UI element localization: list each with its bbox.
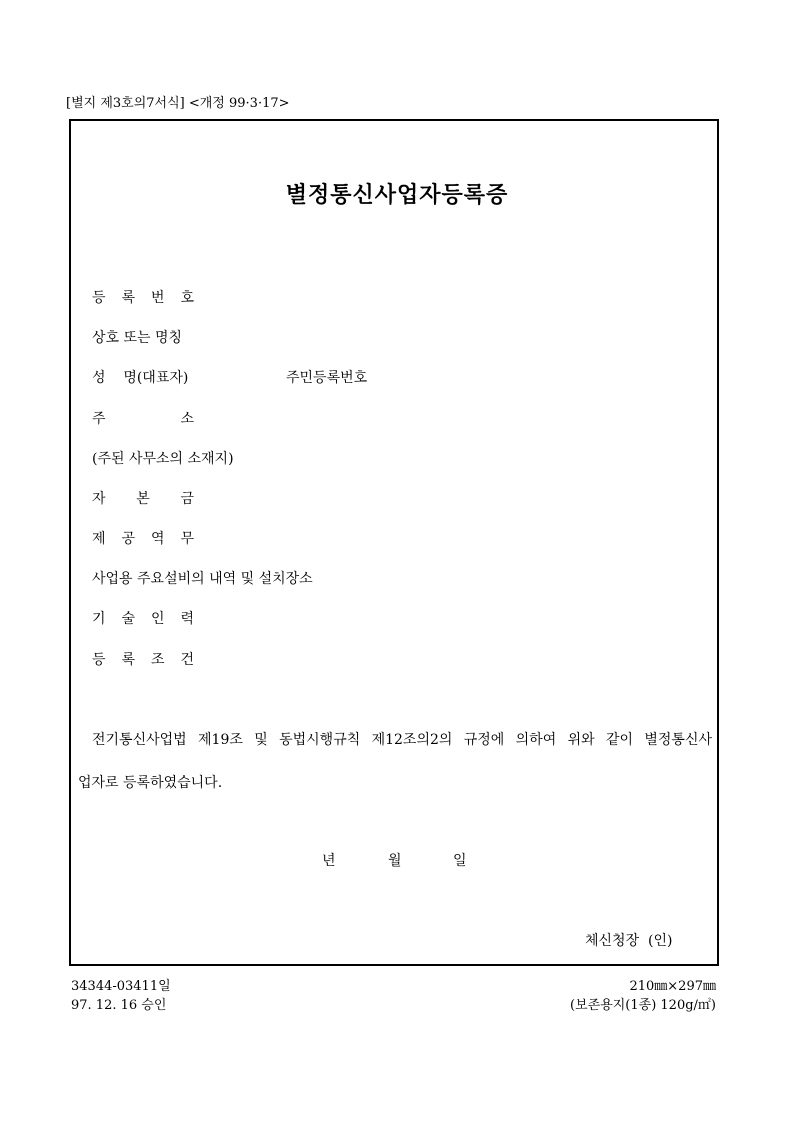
date-month: 월 [388, 853, 402, 869]
field-char: 건 [180, 652, 194, 668]
field-char: 공 [121, 531, 136, 547]
date-year: 년 [322, 853, 336, 869]
field-address [92, 408, 194, 428]
field-char: 무 [180, 531, 194, 547]
field-representative-name: 성 명(대표자) [92, 370, 189, 386]
footer-paper-size: 210㎜×297㎜ [629, 979, 716, 994]
field-char: 금 [180, 491, 194, 507]
field-char: 번 [150, 290, 165, 306]
field-char: 역 [150, 531, 165, 547]
statement-line-2: 업자로 등록하였습니다. [78, 775, 223, 791]
field-char: 등 [92, 652, 106, 668]
field-services [92, 528, 194, 548]
field-char: 주 [92, 411, 106, 427]
field-conditions [92, 649, 194, 669]
field-char: 록 [121, 652, 136, 668]
field-char: 호 [180, 290, 194, 306]
certificate-title: 별정통신사업자등록증 [285, 182, 509, 208]
footer-approval: 97. 12. 16 승인 [71, 998, 167, 1013]
footer-doc-number: 34344-03411일 [71, 979, 171, 994]
field-main-office: (주된 사무소의 소재지) [92, 451, 234, 467]
issuer-signature: 체신청장 (인) [585, 933, 673, 949]
field-registration-number [92, 287, 194, 307]
form-label: [별지 제3호의7서식] <개정 99·3·17> [66, 96, 290, 111]
field-char: 록 [121, 290, 136, 306]
statement-line-1: 전기통신사업법 제19조 및 동법시행규칙 제12조의2의 규정에 의하여 위와 같이 별정통신사 [92, 732, 712, 748]
field-char: 술 [121, 611, 136, 627]
field-char: 기 [92, 611, 106, 627]
field-char: 소 [180, 411, 194, 427]
field-technical-staff [92, 608, 194, 628]
field-char: 력 [180, 611, 194, 627]
field-facilities: 사업용 주요설비의 내역 및 설치장소 [92, 571, 313, 587]
field-capital [92, 488, 194, 508]
field-char: 등 [92, 290, 106, 306]
footer-paper-type: (보존용지(1종) 120g/㎡) [570, 998, 716, 1013]
field-char: 자 [92, 491, 106, 507]
field-char: 인 [150, 611, 165, 627]
date-day: 일 [453, 853, 467, 869]
field-resident-number: 주민등록번호 [286, 370, 368, 386]
field-char: 조 [150, 652, 165, 668]
field-char: 본 [136, 491, 150, 507]
field-trade-name: 상호 또는 명칭 [92, 330, 183, 346]
field-char: 제 [92, 531, 106, 547]
